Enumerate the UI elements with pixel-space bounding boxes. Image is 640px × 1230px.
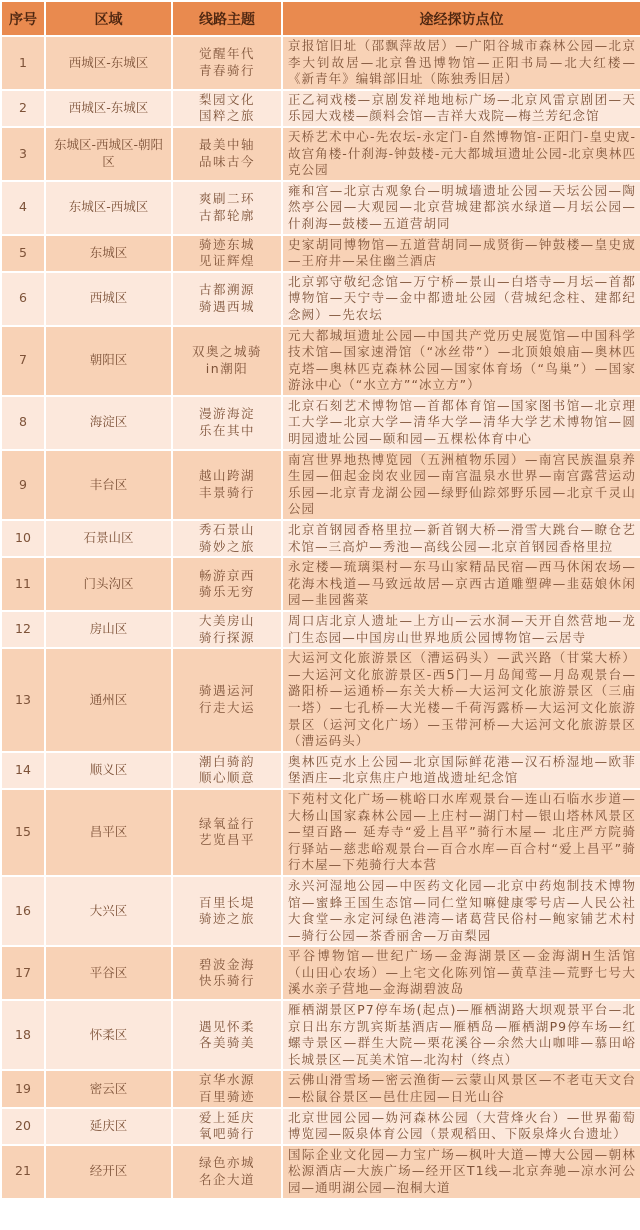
table-row bbox=[1, 181, 640, 235]
row-number: 3 bbox=[1, 127, 45, 181]
row-district: 昌平区 bbox=[45, 789, 172, 876]
row-number: 12 bbox=[1, 611, 45, 648]
row-district: 丰台区 bbox=[45, 450, 172, 520]
row-district: 东城区-西城区 bbox=[45, 181, 172, 235]
row-number: 11 bbox=[1, 557, 45, 611]
row-number: 17 bbox=[1, 946, 45, 1000]
row-spots: 国际企业文化园—力宝广场—枫叶大道—博大公园—朝林松源酒店—大族广场—经开区T1线—北京奔驰—凉水河公园—通明湖公园—泡桐大道 bbox=[282, 1145, 640, 1199]
row-number: 7 bbox=[1, 326, 45, 396]
table-row bbox=[1, 752, 640, 789]
row-theme: 大美房山 骑行探源 bbox=[172, 611, 282, 648]
table-row bbox=[1, 127, 640, 181]
row-spots: 北京世园公园—妫河森林公园（大营烽火台）—世界葡萄博览园—阪泉体育公园（景观稻田、下阪泉烽火台遗址） bbox=[282, 1108, 640, 1145]
row-theme: 遇见怀柔 各美骑美 bbox=[172, 1000, 282, 1070]
table-row bbox=[1, 648, 640, 752]
row-spots: 北京石刻艺术博物馆—首都体育馆—国家图书馆—北京理工大学—北京大学—清华大学—清华大学艺术博物馆—圆明园遗址公园—颐和园—五棵松体育中心 bbox=[282, 396, 640, 450]
row-district: 门头沟区 bbox=[45, 557, 172, 611]
row-theme: 百里长堤 骑迹之旅 bbox=[172, 876, 282, 946]
table-row bbox=[1, 1108, 640, 1145]
row-spots: 云佛山滑雪场—密云渔街—云蒙山风景区—不老屯天文台—松鼠谷景区—邑仕庄园—日光山谷 bbox=[282, 1070, 640, 1107]
row-number: 16 bbox=[1, 876, 45, 946]
table-row bbox=[1, 876, 640, 946]
row-district: 西城区-东城区 bbox=[45, 36, 172, 90]
row-spots: 史家胡同博物馆—五道营胡同—成贤街—钟鼓楼—皇史宬—王府井—呆住幽兰酒店 bbox=[282, 235, 640, 272]
row-number: 19 bbox=[1, 1070, 45, 1107]
row-number: 20 bbox=[1, 1108, 45, 1145]
row-number: 1 bbox=[1, 36, 45, 90]
row-number: 21 bbox=[1, 1145, 45, 1199]
row-number: 6 bbox=[1, 272, 45, 326]
table-row bbox=[1, 36, 640, 90]
row-spots: 周口店北京人遗址—上方山—云水洞—天开自然营地—龙门生态园—中国房山世界地质公园博物馆—云居寺 bbox=[282, 611, 640, 648]
row-district: 顺义区 bbox=[45, 752, 172, 789]
table-row bbox=[1, 557, 640, 611]
row-number: 4 bbox=[1, 181, 45, 235]
row-theme: 秀石景山 骑妙之旅 bbox=[172, 520, 282, 557]
row-number: 10 bbox=[1, 520, 45, 557]
header-no: 序号 bbox=[1, 1, 45, 36]
row-district: 通州区 bbox=[45, 648, 172, 752]
header-theme: 线路主题 bbox=[172, 1, 282, 36]
row-number: 2 bbox=[1, 90, 45, 127]
table-row bbox=[1, 1070, 640, 1107]
table-row bbox=[1, 90, 640, 127]
table-header-row bbox=[1, 1, 640, 36]
row-district: 朝阳区 bbox=[45, 326, 172, 396]
row-theme: 漫游海淀 乐在其中 bbox=[172, 396, 282, 450]
row-theme: 爱上延庆 氧吧骑行 bbox=[172, 1108, 282, 1145]
row-spots: 雍和宫—北京古观象台—明城墙遗址公园—天坛公园—陶然亭公园—大观园—北京营城建都滨水绿道—月坛公园—什刹海—鼓楼—五道营胡同 bbox=[282, 181, 640, 235]
row-number: 8 bbox=[1, 396, 45, 450]
row-number: 9 bbox=[1, 450, 45, 520]
row-district: 密云区 bbox=[45, 1070, 172, 1107]
row-number: 15 bbox=[1, 789, 45, 876]
table-row bbox=[1, 789, 640, 876]
row-theme: 最美中轴 品味古今 bbox=[172, 127, 282, 181]
row-theme: 绿氧益行 艺览昌平 bbox=[172, 789, 282, 876]
table-row bbox=[1, 520, 640, 557]
row-spots: 平谷博物馆—世纪广场—金海湖景区—金海湖H生活馆（山田心农场）—上宅文化陈列馆—黄草洼—荒野七号大溪水亲子营地—金海湖碧波岛 bbox=[282, 946, 640, 1000]
row-theme: 越山跨湖 丰景骑行 bbox=[172, 450, 282, 520]
row-spots: 大运河文化旅游景区（漕运码头）—武兴路（甘棠大桥）—大运河文化旅游景区-西5门—月岛闻莺—月岛观景台—潞阳桥—运通桥—东关大桥—大运河文化旅游景区（三庙一塔）—七孔桥—大光楼—千荷泻露桥—大运河文化旅游景区（运河文化广场）—玉带河桥—大运河文化旅游景区（漕运码头） bbox=[282, 648, 640, 752]
header-district: 区域 bbox=[45, 1, 172, 36]
table-row bbox=[1, 272, 640, 326]
row-spots: 奥林匹克水上公园—北京国际鲜花港—汉石桥湿地—欧菲堡酒庄—北京焦庄户地道战遗址纪念馆 bbox=[282, 752, 640, 789]
table-row bbox=[1, 1145, 640, 1199]
row-spots: 元大都城垣遗址公园—中国共产党历史展览馆—中国科学技术馆—国家速滑馆（“冰丝带”）—北顶娘娘庙—奥林匹克塔—奥林匹克森林公园—国家体育场（“鸟巢”）—国家游泳中心（“水立方”“冰立方”） bbox=[282, 326, 640, 396]
row-theme: 潮白骑韵 顺心顺意 bbox=[172, 752, 282, 789]
table-row bbox=[1, 450, 640, 520]
row-district: 平谷区 bbox=[45, 946, 172, 1000]
row-district: 东城区-西城区-朝阳区 bbox=[45, 127, 172, 181]
row-district: 海淀区 bbox=[45, 396, 172, 450]
row-theme: 碧波金海 快乐骑行 bbox=[172, 946, 282, 1000]
table-row bbox=[1, 235, 640, 272]
row-theme: 古都溯源 骑遇西城 bbox=[172, 272, 282, 326]
row-district: 石景山区 bbox=[45, 520, 172, 557]
row-spots: 雁栖湖景区P7停车场(起点)—雁栖湖路大坝观景平台—北京日出东方凯宾斯基酒店—雁栖岛—雁栖湖P9停车场—红螺寺景区—群生大院—栗花溪谷—余然大山咖啡—慕田峪长城景区—瓦美术馆—北沟村（终点） bbox=[282, 1000, 640, 1070]
row-district: 房山区 bbox=[45, 611, 172, 648]
row-district: 延庆区 bbox=[45, 1108, 172, 1145]
row-district: 东城区 bbox=[45, 235, 172, 272]
row-spots: 京报馆旧址（邵飘萍故居）—广阳谷城市森林公园—北京李大钊故居—北京鲁迅博物馆—正阳书局—北大红楼—《新青年》编辑部旧址（陈独秀旧居） bbox=[282, 36, 640, 90]
row-spots: 南宫世界地热博览园（五洲植物乐园）—南宫民族温泉养生园—佃起金岗农业园—南宫温泉水世界—南宫露营运动乐园—北京青龙湖公园—绿野仙踪郊野乐园—北京千灵山公园 bbox=[282, 450, 640, 520]
row-number: 5 bbox=[1, 235, 45, 272]
table-row bbox=[1, 396, 640, 450]
row-spots: 正乙祠戏楼—京剧发祥地地标广场—北京风雷京剧团—天乐园大戏楼—颜料会馆—吉祥大戏院—梅兰芳纪念馆 bbox=[282, 90, 640, 127]
row-district: 西城区 bbox=[45, 272, 172, 326]
row-spots: 北京郭守敬纪念馆—万宁桥—景山—白塔寺—月坛—首都博物馆—天宁寺—金中都遗址公园（营城纪念柱、建都纪念阙）—先农坛 bbox=[282, 272, 640, 326]
row-spots: 北京首钢园香格里拉—新首钢大桥—滑雪大跳台—瞭仓艺术馆—三高炉—秀池—高线公园—北京首钢园香格里拉 bbox=[282, 520, 640, 557]
row-number: 13 bbox=[1, 648, 45, 752]
row-number: 14 bbox=[1, 752, 45, 789]
row-district: 大兴区 bbox=[45, 876, 172, 946]
table-row bbox=[1, 326, 640, 396]
row-spots: 下苑村文化广场—桃峪口水库观景台—连山石临水步道—大杨山国家森林公园—上庄村—湖门村—银山塔林风景区—望百路— 延寿寺“爱上昌平”骑行木屋— 北庄严方院骑行驿站—慈悲峪观景台—百合水库—百合村“爱上昌平”骑行木屋—下苑骑行大本营 bbox=[282, 789, 640, 876]
header-spots: 途经探访点位 bbox=[282, 1, 640, 36]
row-spots: 永定楼—琉璃渠村—东马山家精品民宿—西马休闲农场—花海木栈道—马致远故居—京西古道雕塑碑—韭菇娘休闲园—韭园酱菜 bbox=[282, 557, 640, 611]
row-number: 18 bbox=[1, 1000, 45, 1070]
row-theme: 骑遇运河 行走大运 bbox=[172, 648, 282, 752]
row-theme: 骑迹东城 见证辉煌 bbox=[172, 235, 282, 272]
table-row bbox=[1, 946, 640, 1000]
table-row bbox=[1, 1000, 640, 1070]
row-theme: 觉醒年代 青春骑行 bbox=[172, 36, 282, 90]
row-district: 怀柔区 bbox=[45, 1000, 172, 1070]
row-spots: 永兴河湿地公园—中医药文化园—北京中药炮制技术博物馆—蜜蜂王国生态馆—同仁堂知嘛健康零号店—人民公社大食堂—永定河绿色港湾—诸葛营民俗村—鲍家铺艺术村—骑行公园—茶香丽舍—万亩梨园 bbox=[282, 876, 640, 946]
row-district: 西城区-东城区 bbox=[45, 90, 172, 127]
table-row bbox=[1, 611, 640, 648]
row-theme: 京华水源 百里骑迹 bbox=[172, 1070, 282, 1107]
row-theme: 绿色亦城 名企大道 bbox=[172, 1145, 282, 1199]
row-theme: 爽刷二环 古都轮廓 bbox=[172, 181, 282, 235]
row-theme: 双奥之城骑 in潮阳 bbox=[172, 326, 282, 396]
row-theme: 畅游京西 骑乐无穷 bbox=[172, 557, 282, 611]
row-district: 经开区 bbox=[45, 1145, 172, 1199]
row-theme: 梨园文化 国粹之旅 bbox=[172, 90, 282, 127]
row-spots: 天桥艺术中心-先农坛-永定门-自然博物馆-正阳门-皇史宬-故宫角楼-什刹海-钟鼓楼-元大都城垣遗址公园-北京奥林匹克公园 bbox=[282, 127, 640, 181]
